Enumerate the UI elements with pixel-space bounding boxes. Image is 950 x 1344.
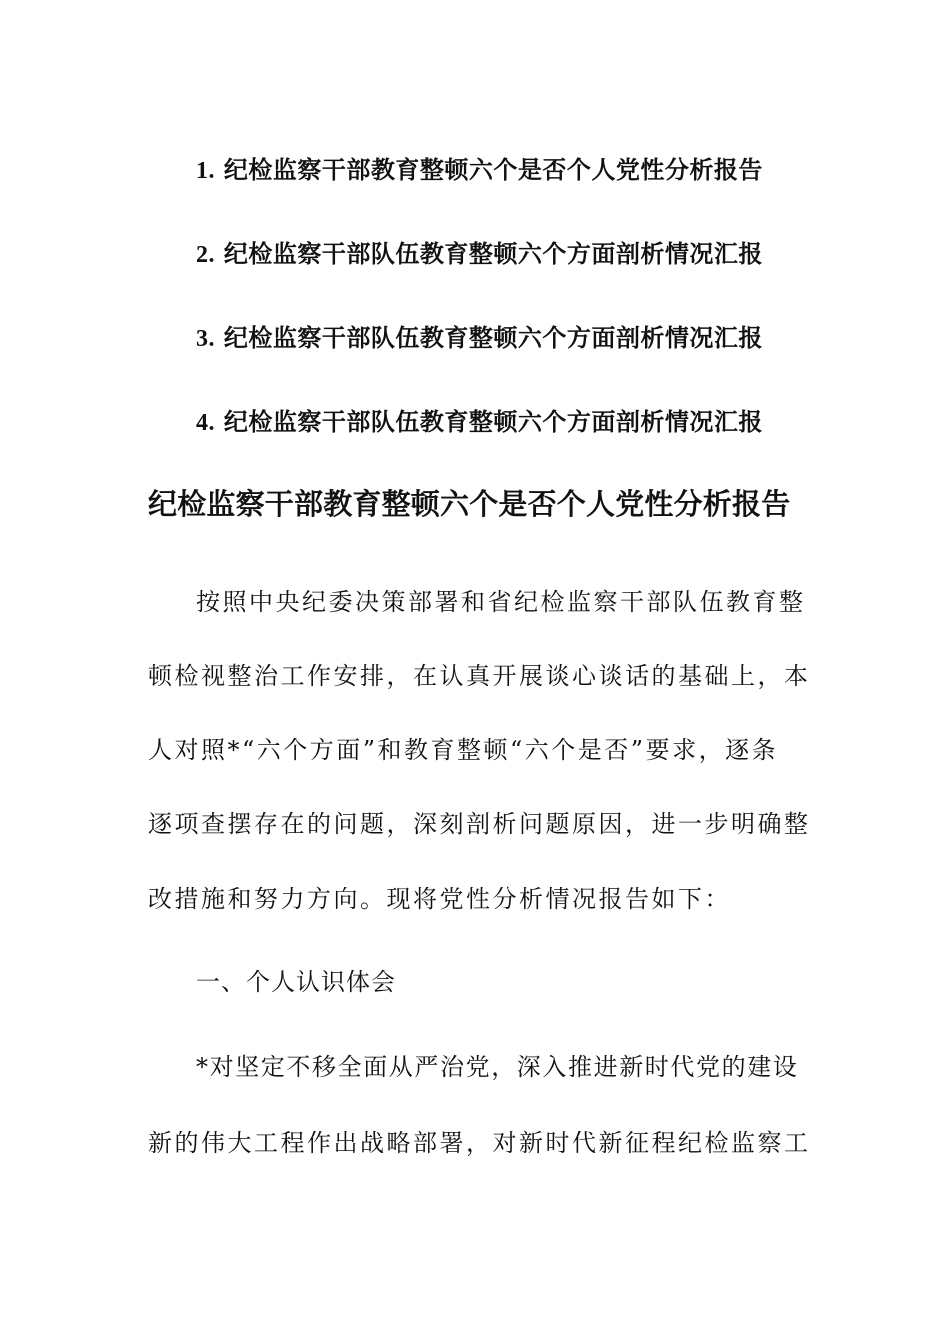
toc-number: 2. xyxy=(196,242,215,268)
intro-line-5: 改措施和努力方向。现将党性分析情况报告如下： xyxy=(148,885,731,913)
toc-item-4 xyxy=(196,407,763,436)
intro-line-2: 顿检视整治工作安排，在认真开展谈心谈话的基础上，本 xyxy=(148,662,811,690)
toc-number: 1. xyxy=(196,158,215,184)
intro-line-3: 人对照*“六个方面”和教育整顿“六个是否”要求，逐条 xyxy=(148,736,779,764)
section-heading: 一、个人认识体会 xyxy=(196,968,396,996)
section-line-2: 新的伟大工程作出战略部署，对新时代新征程纪检监察工 xyxy=(148,1129,811,1157)
toc-item-1 xyxy=(196,155,763,184)
toc-text: 纪检监察干部教育整顿六个是否个人党性分析报告 xyxy=(223,155,763,184)
intro-line-1: 按照中央纪委决策部署和省纪检监察干部队伍教育整 xyxy=(196,588,806,616)
intro-line-4: 逐项查摆存在的问题，深刻剖析问题原因，进一步明确整 xyxy=(148,810,811,838)
toc-number: 4. xyxy=(196,410,215,436)
toc-item-3 xyxy=(196,323,763,352)
toc-item-2 xyxy=(196,239,763,268)
section-line-1: *对坚定不移全面从严治党，深入推进新时代党的建设 xyxy=(196,1053,799,1081)
toc-number: 3. xyxy=(196,326,215,352)
document-title: 纪检监察干部教育整顿六个是否个人党性分析报告 xyxy=(148,487,791,521)
toc-text: 纪检监察干部队伍教育整顿六个方面剖析情况汇报 xyxy=(223,407,763,436)
toc-text: 纪检监察干部队伍教育整顿六个方面剖析情况汇报 xyxy=(223,239,763,268)
toc-text: 纪检监察干部队伍教育整顿六个方面剖析情况汇报 xyxy=(223,323,763,352)
